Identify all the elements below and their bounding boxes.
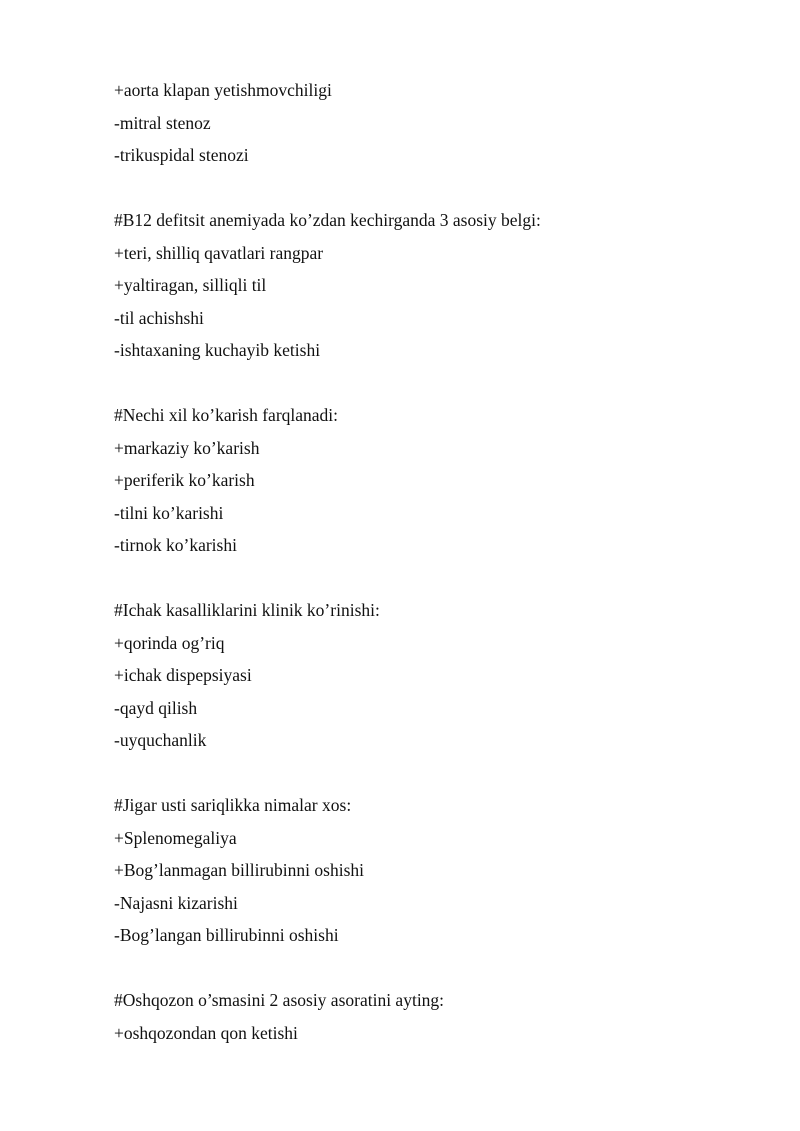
answer-option: +Bog’lanmagan billirubinni oshishi <box>114 860 364 880</box>
question-text: #Nechi xil ko’karish farqlanadi: <box>114 405 339 425</box>
answer-option: -ishtaxaning kuchayib ketishi <box>114 340 321 360</box>
answer-option: -qayd qilish <box>114 697 198 718</box>
paragraph-spacer <box>114 562 754 595</box>
paragraph-spacer <box>114 367 754 400</box>
paragraph-spacer <box>114 172 754 205</box>
answer-option: +periferik ko’karish <box>114 470 255 490</box>
answer-option: -Najasni kizarishi <box>114 892 238 913</box>
answer-option: +aorta klapan yetishmovchiligi <box>114 80 332 100</box>
answer-option: +teri, shilliq qavatlari rangpar <box>114 242 324 263</box>
answer-option: +qorinda og’riq <box>114 632 225 653</box>
answer-option: -tirnok ko’karishi <box>114 535 237 555</box>
paragraph-spacer <box>114 757 754 790</box>
answer-option: -til achishshi <box>114 307 204 328</box>
answer-option: +Splenomegaliya <box>114 827 237 848</box>
document-body <box>114 74 754 1049</box>
question-text: #Ichak kasalliklarini klinik ko’rinishi: <box>114 600 380 620</box>
answer-option: +markaziy ko’karish <box>114 437 260 458</box>
paragraph-spacer <box>114 952 754 985</box>
answer-option: -trikuspidal stenozi <box>114 145 249 165</box>
answer-option: -uyquchanlik <box>114 730 207 750</box>
answer-option: +yaltiragan, silliqli til <box>114 275 267 295</box>
answer-option: -tilni ko’karishi <box>114 502 224 523</box>
question-text: #Oshqozon o’smasini 2 asosiy asoratini ayting: <box>114 990 445 1010</box>
answer-option: -Bog’langan billirubinni oshishi <box>114 925 339 945</box>
question-text: #B12 defitsit anemiyada ko’zdan kechirganda 3 asosiy belgi: <box>114 210 541 230</box>
answer-option: +oshqozondan qon ketishi <box>114 1022 298 1043</box>
answer-option: +ichak dispepsiyasi <box>114 665 252 685</box>
question-text: #Jigar usti sariqlikka nimalar xos: <box>114 795 352 815</box>
answer-option: -mitral stenoz <box>114 112 211 133</box>
